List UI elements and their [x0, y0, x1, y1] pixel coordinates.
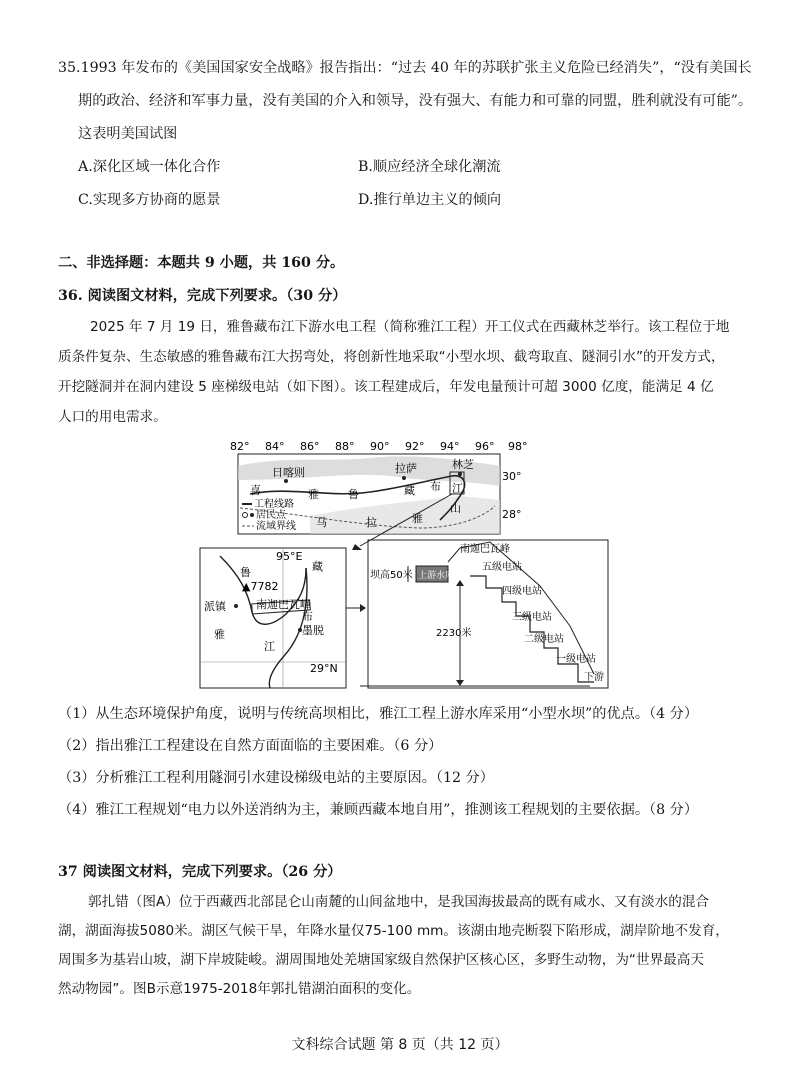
place-label: 拉萨 [395, 462, 417, 475]
river-label: 马 [316, 516, 327, 529]
profile-diagram [360, 540, 608, 688]
station-label: 一级电站 [556, 654, 596, 665]
inset-river-char: 藏 [312, 560, 323, 573]
downstream-label: 下游 [584, 672, 604, 683]
legend-item: 居民点 [256, 510, 286, 521]
q36-para-line3: 开挖隧洞并在洞内建设 5 座梯级电站（如下图）。该工程建成后，年发电量预计可超 3000 亿度，能满足 4 亿 [58, 379, 714, 395]
page-footer: 文科综合试题 第 8 页（共 12 页） [291, 1037, 509, 1053]
lat-tick: 28° [502, 508, 522, 521]
river-label: 喜 [250, 484, 261, 497]
q37-para-line3: 周围多为基岩山坡，湖下岸坡陡峻。湖周围地处羌塘国家级自然保护区核心区，多野生动物，为“世界最高天 [58, 952, 704, 968]
q35-option-d: D.推行单边主义的倾向 [358, 192, 502, 208]
dam-height: 坝高50米 [370, 570, 413, 581]
river-label: 鲁 [348, 488, 359, 501]
river-label: 布 [430, 480, 441, 493]
q36-sub3: （3）分析雅江工程利用隧洞引水建设梯级电站的主要原因。（12 分） [58, 770, 494, 786]
lon-tick: 82° [230, 440, 250, 453]
lon-tick: 94° [440, 440, 460, 453]
station-label: 四级电站 [502, 586, 542, 597]
drop-label: 2230米 [436, 628, 472, 639]
inset-river-char: 雅 [214, 628, 225, 641]
inset-lon: 95°E [276, 550, 303, 563]
q36-para-line4: 人口的用电需求。 [58, 409, 167, 425]
river-label: 雅 [308, 488, 319, 501]
inset-map [200, 548, 346, 688]
lon-tick: 86° [300, 440, 320, 453]
q36-figure [190, 436, 620, 696]
place-label: 日喀则 [272, 466, 305, 479]
lat-tick: 30° [502, 470, 522, 483]
lon-tick: 98° [508, 440, 528, 453]
lon-tick: 84° [265, 440, 285, 453]
q36-para-line1: 2025 年 7 月 19 日，雅鲁藏布江下游水电工程（简称雅江工程）开工仪式在西藏林芝举行。该工程位于地 [90, 319, 730, 335]
place-label: 林芝 [452, 458, 474, 471]
top-map [230, 440, 528, 534]
inset-river-char: 鲁 [240, 566, 251, 579]
town-label: 派镇 [204, 600, 226, 613]
q36-sub4: （4）雅江工程规划“电力以外送消纳为主，兼顾西藏本地自用”，推测该工程规划的主要依据。（8 分） [58, 802, 699, 818]
q37-para-line4: 然动物园”。图B示意1975-2018年郭扎错湖泊面积的变化。 [58, 981, 421, 997]
q37-para-line2: 湖，湖面海拔5080米。湖区气候干旱，年降水量仅75-100 mm。该湖由地壳断裂下陷形成，湖岸阶地不发育， [58, 923, 729, 939]
legend-item: 流域界线 [256, 521, 296, 532]
inset-river-char: 布 [302, 610, 313, 623]
q36-sub1: （1）从生态环境保护角度，说明与传统高坝相比，雅江工程上游水库采用“小型水坝”的优点。（4 分） [58, 706, 699, 722]
q36-sub2: （2）指出雅江工程建设在自然方面面临的主要困难。（6 分） [58, 738, 443, 754]
station-label: 二级电站 [524, 634, 564, 645]
q37-para-line1: 郭扎错（图A）位于西藏西北部昆仑山南麓的山间盆地中，是我国海拔最高的既有咸水、又有淡水的混合 [88, 894, 710, 910]
peak-name: 南迦巴瓦峰 [256, 598, 311, 611]
lon-tick: 88° [335, 440, 355, 453]
lon-tick: 90° [370, 440, 390, 453]
q36-header: 36. 阅读图文材料，完成下列要求。（30 分） [58, 288, 347, 304]
river-label: 山 [450, 502, 461, 515]
river-label: 雅 [412, 512, 423, 525]
lon-tick: 96° [475, 440, 495, 453]
inset-lat: 29°N [310, 662, 338, 675]
q35-option-c: C.实现多方协商的愿景 [78, 192, 221, 208]
lon-tick: 92° [405, 440, 425, 453]
q36-para-line2: 质条件复杂、生态敏感的雅鲁藏布江大拐弯处，将创新性地采取“小型水坝、截弯取直、隧洞引水”的开发方式， [58, 349, 725, 365]
section-heading: 二、非选择题：本题共 9 小题，共 160 分。 [58, 255, 345, 271]
peak-height: ▲7782 [242, 580, 279, 593]
profile-peak: 南迦巴瓦峰 [460, 544, 510, 555]
inset-river-char: 江 [264, 640, 275, 653]
q37-header: 37 阅读图文材料，完成下列要求。（26 分） [58, 864, 342, 880]
q35-option-b: B.顺应经济全球化潮流 [358, 159, 501, 175]
station-label: 三级电站 [512, 612, 552, 623]
river-label: 拉 [366, 516, 377, 529]
station-label: 五级电站 [482, 562, 522, 573]
county-label: 墨脱 [302, 624, 324, 637]
river-label: 藏 [404, 484, 415, 497]
q35-option-a: A.深化区域一体化合作 [78, 159, 221, 175]
river-label: 江 [452, 482, 463, 495]
q35-stem-line1: 35.1993 年发布的《美国国家安全战略》报告指出：“过去 40 年的苏联扩张主义危险已经消失”，“没有美国长 [58, 60, 752, 76]
q35-stem-line3: 这表明美国试图 [78, 126, 178, 142]
q35-stem-line2: 期的政治、经济和军事力量，没有美国的介入和领导，没有强大、有能力和可靠的同盟，胜利就没有可能”。 [78, 93, 753, 109]
reservoir-label: 上游水库 [418, 571, 455, 581]
legend-item: 工程线路 [254, 499, 294, 510]
